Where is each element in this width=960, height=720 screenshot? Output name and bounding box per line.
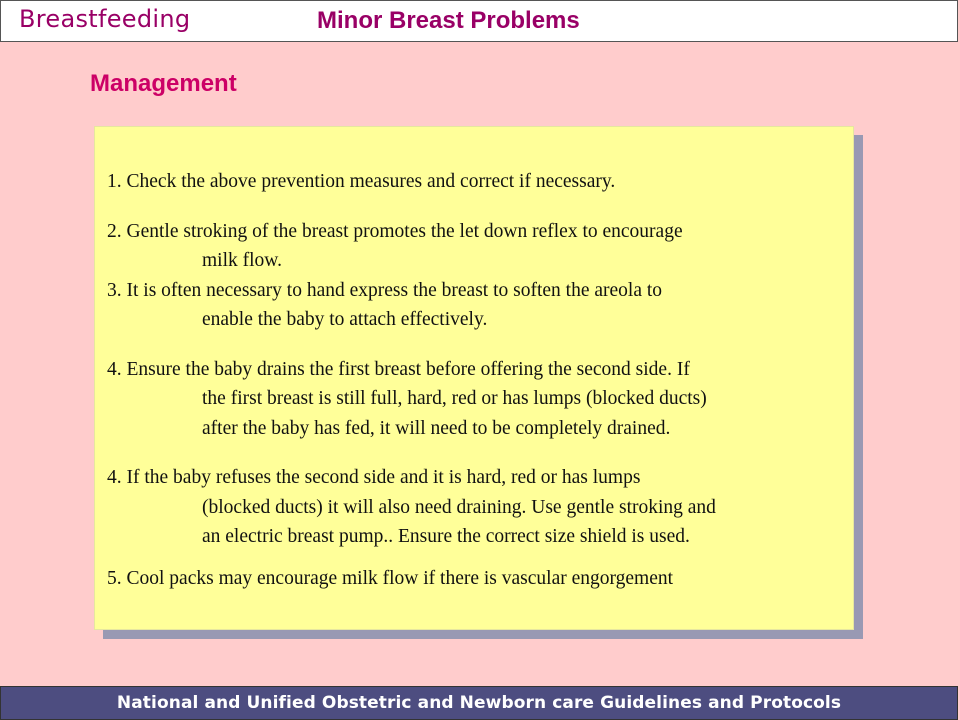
- list-item: [107, 167, 847, 197]
- list-item-text: 3. It is often necessary to hand express the breast to soften the areola to: [107, 279, 663, 301]
- content-panel: [94, 126, 854, 630]
- footer-bar: [0, 686, 958, 720]
- list-item-continuation: enable the baby to attach effectively.: [202, 309, 488, 330]
- header-topic-title: Minor Breast Problems: [317, 7, 580, 34]
- list-item: [107, 564, 847, 594]
- header-bar: [0, 0, 958, 42]
- management-list: [107, 167, 847, 593]
- list-item-continuation: milk flow.: [202, 250, 282, 271]
- list-item: [107, 276, 847, 335]
- page-title: Management: [90, 70, 237, 97]
- list-item-text: 4. If the baby refuses the second side and it is hard, red or has lumps: [107, 467, 641, 488]
- list-item-text: 4. Ensure the baby drains the first breast before offering the second side. If: [107, 358, 690, 380]
- list-item: [107, 355, 847, 444]
- header-section-title: Breastfeeding: [19, 5, 191, 33]
- list-item-continuation: (blocked ducts) it will also need draining. Use gentle stroking and: [202, 496, 716, 518]
- list-item-text: 2. Gentle stroking of the breast promotes the let down reflex to encourage: [107, 220, 683, 242]
- list-item-continuation: an electric breast pump.. Ensure the correct size shield is used.: [202, 526, 690, 547]
- list-item: [107, 217, 847, 276]
- list-item-continuation: the first breast is still full, hard, red or has lumps (blocked ducts): [202, 388, 707, 409]
- list-item-continuation: after the baby has fed, it will need to be completely drained.: [202, 417, 671, 439]
- list-item-text: 1. Check the above prevention measures and correct if necessary.: [107, 171, 616, 192]
- footer-text: National and Unified Obstetric and Newborn care Guidelines and Protocols: [116, 693, 842, 713]
- list-item: [107, 463, 847, 552]
- list-item-text: 5. Cool packs may encourage milk flow if there is vascular engorgement: [107, 567, 674, 589]
